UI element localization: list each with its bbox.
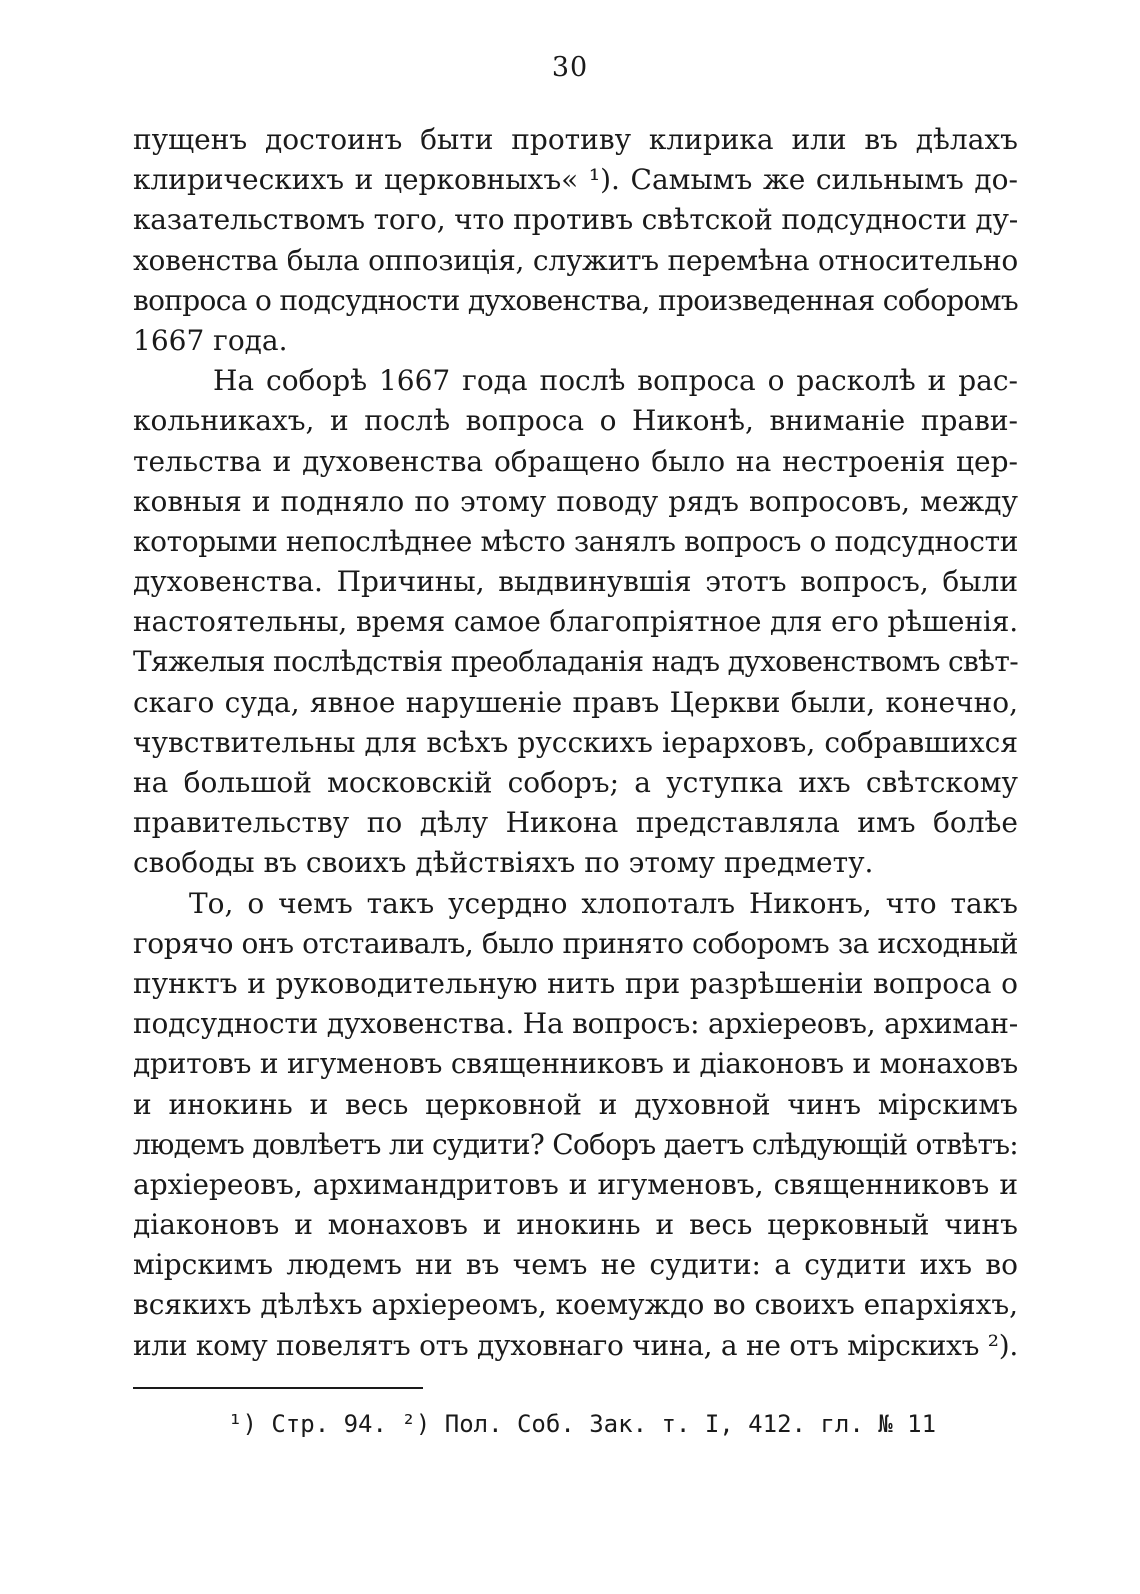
text-line: духовенства. Причины, выдвинувшія этотъ вопросъ, были (133, 565, 1018, 599)
body-text (133, 120, 1018, 1366)
text-line: подсудности духовенства. На вопросъ: архіереовъ, архиман- (133, 1007, 1018, 1041)
text-line: То, о чемъ такъ усердно хлопоталъ Никонъ, что такъ (189, 886, 1018, 920)
text-line: или кому повелятъ отъ духовнаго чина, а не отъ мірскихъ ²). (133, 1328, 1018, 1362)
text-line: вопроса о подсудности духовенства, произведенная соборомъ (133, 283, 1018, 317)
text-line: скаго суда, явное нарушеніе правъ Церкви были, конечно, (133, 685, 1018, 719)
text-line: правительству по дѣлу Никона представляла имъ болѣе (133, 806, 1018, 840)
text-line: ховенства была оппозиція, служитъ перемѣна относительно (133, 243, 1018, 277)
text-line: и инокинь и весь церковной и духовной чинъ мірскимъ (133, 1087, 1018, 1121)
text-line: казательствомъ того, что противъ свѣтской подсудности ду- (133, 203, 1018, 237)
footnote: ¹) Стр. 94. ²) Пол. Соб. Зак. т. I, 412. гл. № 11 (228, 1410, 937, 1438)
text-line: мірскимъ людемъ ни въ чемъ не судити: а судити ихъ во (133, 1248, 1018, 1282)
text-line: горячо онъ отстаивалъ, было принято соборомъ за исходный (133, 926, 1018, 960)
text-line: дритовъ и игуменовъ священниковъ и діаконовъ и монаховъ (133, 1047, 1018, 1081)
text-line: всякихъ дѣлѣхъ архіереомъ, коемуждо во своихъ епархіяхъ, (133, 1288, 1018, 1322)
text-line: діаконовъ и монаховъ и инокинь и весь церковный чинъ (133, 1208, 1018, 1242)
text-line: пунктъ и руководительную нить при разрѣшеніи вопроса о (133, 966, 1018, 1000)
text-line: На соборѣ 1667 года послѣ вопроса о расколѣ и рас- (213, 364, 1018, 398)
text-line: Тяжелыя послѣдствія преобладанія надъ духовенствомъ свѣт- (133, 645, 1019, 679)
text-line: настоятельны, время самое благопріятное для его рѣшенія. (133, 605, 1018, 639)
text-line: ковныя и подняло по этому поводу рядъ вопросовъ, между (133, 484, 1018, 518)
text-line: которыми непослѣднее мѣсто занялъ вопросъ о подсудности (133, 524, 1018, 558)
text-line: тельства и духовенства обращено было на нестроенія цер- (133, 444, 1018, 478)
text-line: кольникахъ, и послѣ вопроса о Никонѣ, вниманіе прави- (133, 404, 1018, 438)
text-line: людемъ довлѣетъ ли судити? Соборъ даетъ слѣдующій отвѣтъ: (133, 1127, 1018, 1161)
text-line: пущенъ достоинъ быти противу клирика или въ дѣлахъ (133, 123, 1018, 156)
page-number: 30 (551, 52, 589, 83)
text-line: 1667 года. (133, 323, 288, 357)
footnote-divider (133, 1387, 423, 1389)
text-line: клирическихъ и церковныхъ« ¹). Самымъ же сильнымъ до- (133, 163, 1018, 197)
text-line: свободы въ своихъ дѣйствіяхъ по этому предмету. (133, 846, 874, 880)
text-line: чувствительны для всѣхъ русскихъ іерарховъ, собравшихся (133, 725, 1018, 759)
text-line: архіереовъ, архимандритовъ и игуменовъ, священниковъ и (133, 1167, 1018, 1201)
text-line: на большой московскій соборъ; а уступка ихъ свѣтскому (133, 766, 1018, 799)
